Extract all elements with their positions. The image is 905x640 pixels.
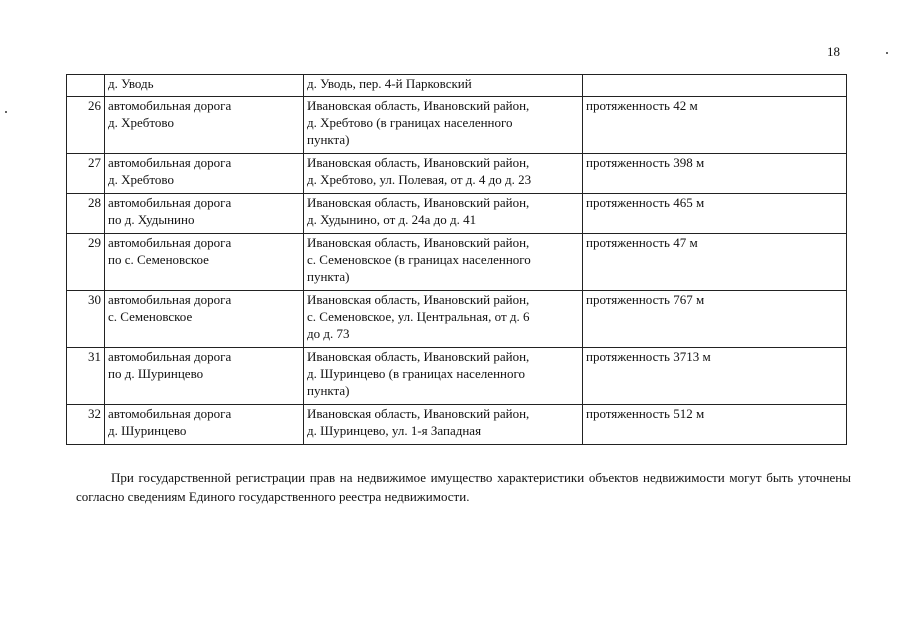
table-row: [67, 97, 847, 154]
road-length: протяженность 47 м: [583, 234, 847, 291]
road-address: Ивановская область, Ивановский район, д. Шуринцево (в границах населенного пункта): [304, 348, 583, 405]
road-address: Ивановская область, Ивановский район, д. Хребтово (в границах населенного пункта): [304, 97, 583, 154]
table-row: [67, 348, 847, 405]
road-length: протяженность 465 м: [583, 194, 847, 234]
road-length: [583, 75, 847, 97]
row-number: 29: [67, 234, 105, 291]
road-name: автомобильная дорога по д. Худынино: [105, 194, 304, 234]
road-name: автомобильная дорога по д. Шуринцево: [105, 348, 304, 405]
road-registry-table: [66, 74, 847, 445]
road-address: Ивановская область, Ивановский район, д. Хребтово, ул. Полевая, от д. 4 до д. 23: [304, 154, 583, 194]
table-row: [67, 75, 847, 97]
road-address: д. Уводь, пер. 4-й Парковский: [304, 75, 583, 97]
row-number: [67, 75, 105, 97]
road-name: автомобильная дорога по с. Семеновское: [105, 234, 304, 291]
road-length: протяженность 512 м: [583, 405, 847, 445]
road-address: Ивановская область, Ивановский район, с. Семеновское, ул. Центральная, от д. 6 до д. 73: [304, 291, 583, 348]
road-length: протяженность 42 м: [583, 97, 847, 154]
row-number: 28: [67, 194, 105, 234]
row-number: 26: [67, 97, 105, 154]
table-row: [67, 154, 847, 194]
scan-speck: [886, 52, 888, 54]
road-length: протяженность 3713 м: [583, 348, 847, 405]
road-address: Ивановская область, Ивановский район, д. Худынино, от д. 24а до д. 41: [304, 194, 583, 234]
row-number: 32: [67, 405, 105, 445]
road-length: протяженность 767 м: [583, 291, 847, 348]
row-number: 31: [67, 348, 105, 405]
table-row: [67, 194, 847, 234]
road-name: автомобильная дорога д. Шуринцево: [105, 405, 304, 445]
road-address: Ивановская область, Ивановский район, д. Шуринцево, ул. 1-я Западная: [304, 405, 583, 445]
table-row: [67, 291, 847, 348]
page-number: 18: [827, 44, 840, 59]
road-name: автомобильная дорога д. Хребтово: [105, 154, 304, 194]
scan-speck: [5, 111, 7, 113]
road-name: д. Уводь: [105, 75, 304, 97]
road-name: автомобильная дорога д. Хребтово: [105, 97, 304, 154]
road-address: Ивановская область, Ивановский район, с. Семеновское (в границах населенного пункта): [304, 234, 583, 291]
road-name: автомобильная дорога с. Семеновское: [105, 291, 304, 348]
table-row: [67, 405, 847, 445]
row-number: 30: [67, 291, 105, 348]
table-row: [67, 234, 847, 291]
registration-note: При государственной регистрации прав на недвижимое имущество характеристики объектов недвижимости могут быть уточнены согласно сведениям Единого государственного реестра недвижимости.: [76, 470, 851, 504]
row-number: 27: [67, 154, 105, 194]
road-length: протяженность 398 м: [583, 154, 847, 194]
